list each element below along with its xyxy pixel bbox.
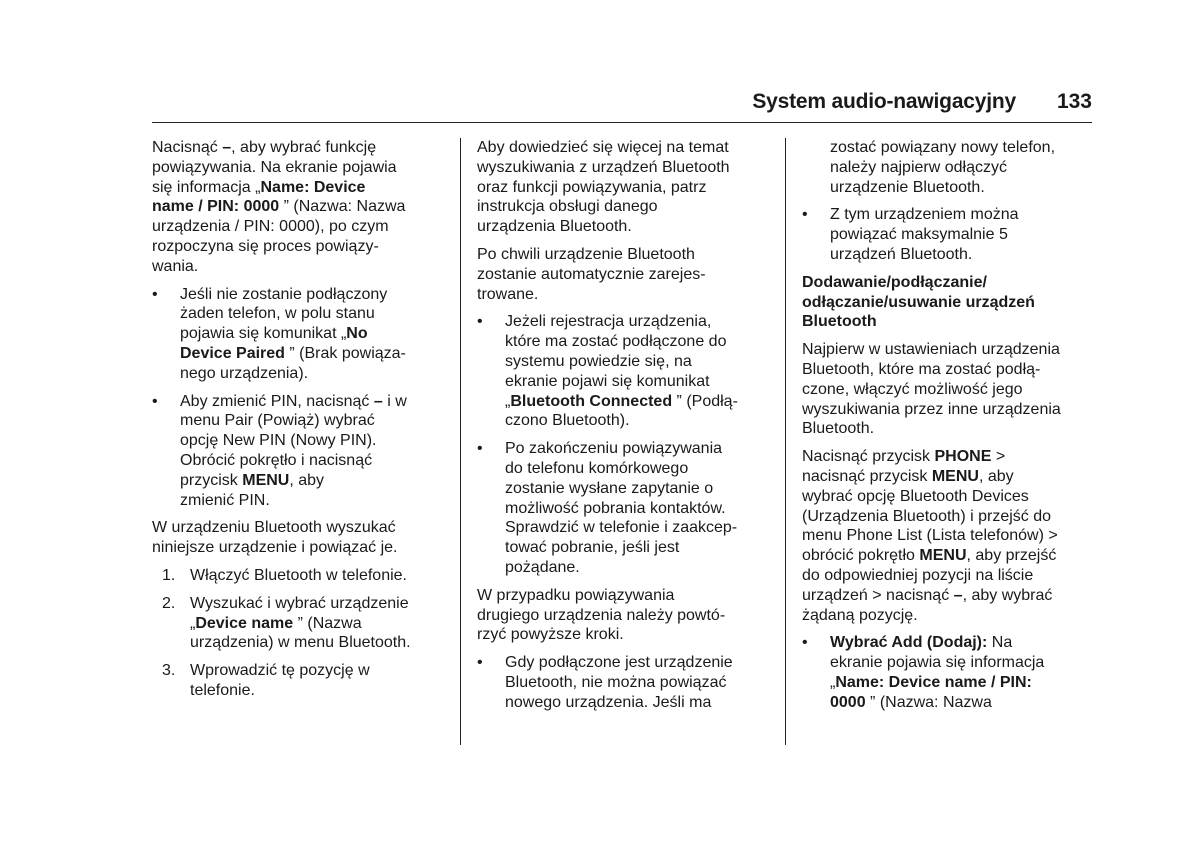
bullet-item [152, 392, 442, 511]
bold-text: 0000 [830, 693, 866, 711]
text-run: „ [190, 614, 196, 632]
numbered-item [152, 594, 442, 653]
text-line [190, 661, 442, 681]
text-run: , aby wybrać [962, 586, 1053, 604]
text-run: W przypadku powiązywania [477, 586, 675, 604]
text-line [190, 633, 442, 653]
text-line [477, 265, 772, 285]
text-line [802, 273, 1097, 293]
text-line [830, 158, 1097, 178]
text-run: ekranie pojawia się informacja [830, 654, 1045, 672]
text-run: opcję New PIN (Nowy PIN). [180, 432, 377, 450]
text-run: > [991, 448, 1006, 466]
continued-text [802, 138, 1097, 197]
text-run: menu Phone List (Lista telefonów) > [802, 527, 1058, 545]
bullet-marker: • [802, 634, 808, 652]
text-run: żaden telefon, w polu stanu [180, 305, 375, 323]
paragraph [802, 447, 1097, 625]
text-line [505, 312, 772, 332]
paragraph [477, 586, 772, 645]
text-line [152, 257, 442, 277]
bullet-marker: • [802, 206, 808, 224]
text-line [505, 332, 772, 352]
text-line [180, 431, 442, 451]
text-line [830, 693, 1097, 713]
text-run: Aby dowiedzieć się więcej na temat [477, 139, 729, 156]
paragraph [152, 518, 442, 558]
text-run: Obrócić pokrętło i nacisnąć [180, 451, 373, 469]
text-line [505, 352, 772, 372]
text-run: wyszukiwania przez inne urządzenia [802, 400, 1061, 418]
text-line [505, 392, 772, 412]
text-line [180, 344, 442, 364]
text-run: Wyszukać i wybrać urządzenie [190, 594, 409, 612]
text-line [802, 606, 1097, 626]
page-number: 133 [1056, 90, 1092, 113]
text-run: wyszukiwania z urządzeń Bluetooth [477, 158, 730, 176]
text-run: nowego urządzenia. Jeśli ma [505, 693, 712, 711]
item-number: 2. [162, 594, 176, 612]
text-line [477, 178, 772, 198]
text-run: Włączyć Bluetooth w telefonie. [190, 566, 407, 584]
text-line [152, 138, 442, 158]
text-run: „ [505, 392, 511, 410]
text-run: ” (Nazwa: Nazwa [865, 693, 992, 711]
text-run: niniejsze urządzenie i powiązać je. [152, 539, 398, 557]
text-line [802, 447, 1097, 467]
text-line [190, 594, 442, 614]
text-line [802, 340, 1097, 360]
text-column-3 [802, 138, 1097, 721]
bold-text: – [953, 586, 963, 604]
text-line [802, 507, 1097, 527]
text-run: czono Bluetooth). [505, 412, 630, 430]
text-run: się informacja „ [152, 178, 261, 196]
text-line [830, 245, 1097, 265]
bold-text: Dodawanie/podłączanie/ [802, 273, 987, 291]
text-line [477, 245, 772, 265]
text-line [830, 225, 1097, 245]
text-run: „ [830, 673, 836, 691]
text-line [505, 372, 772, 392]
text-line [505, 538, 772, 558]
text-run: Z tym urządzeniem można [830, 206, 1019, 224]
text-run: systemu powiedzie się, na [505, 352, 692, 370]
text-run: Jeżeli rejestracja urządzenia, [505, 313, 712, 331]
text-line [477, 285, 772, 305]
text-line [152, 158, 442, 178]
bullet-marker: • [477, 654, 483, 672]
subsection-heading [802, 273, 1097, 332]
bullet-item [802, 633, 1097, 712]
bold-text: Name: Device [260, 178, 366, 196]
text-run: , aby [289, 471, 325, 489]
text-run: zostać powiązany nowy telefon, [830, 139, 1056, 156]
text-line [180, 491, 442, 511]
item-text [152, 661, 442, 701]
text-line [152, 178, 442, 198]
text-run: pojawia się komunikat „ [180, 325, 347, 343]
text-line [190, 566, 442, 586]
text-run: Bluetooth. [802, 420, 875, 438]
text-line [505, 558, 772, 578]
text-line [477, 197, 772, 217]
text-line [802, 526, 1097, 546]
text-run: Po zakończeniu powiązywania [505, 440, 723, 458]
text-run: ” (Nazwa [293, 614, 362, 632]
text-line [802, 566, 1097, 586]
text-line [505, 479, 772, 499]
bold-text: MENU [242, 471, 290, 489]
text-line [152, 518, 442, 538]
text-run: rozpoczyna się proces powiązy- [152, 237, 379, 255]
text-run: obrócić pokrętło [802, 547, 920, 565]
text-run: wybrać opcję Bluetooth Devices [802, 487, 1029, 505]
item-number: 3. [162, 662, 176, 680]
text-run: nego urządzenia). [180, 364, 309, 382]
text-line [505, 693, 772, 713]
text-line [802, 419, 1097, 439]
item-text [477, 439, 772, 578]
item-number: 1. [162, 566, 176, 584]
bold-text: Device Paired [180, 344, 285, 362]
text-line [190, 614, 442, 634]
text-run: urządzeń > nacisnąć [802, 586, 954, 604]
text-run: wania. [152, 257, 199, 275]
text-column-2 [477, 138, 772, 721]
item-text [152, 285, 442, 384]
text-line [830, 673, 1097, 693]
text-run: czone, włączyć możliwość jego [802, 380, 1023, 398]
text-run: ” (Podłą- [672, 392, 738, 410]
text-run: rzyć powyższe kroki. [477, 626, 624, 644]
text-run: Gdy podłączone jest urządzenie [505, 654, 733, 672]
text-run: przycisk [180, 471, 243, 489]
text-run: ekranie pojawi się komunikat [505, 372, 710, 390]
text-run: Aby zmienić PIN, nacisnąć [180, 392, 374, 410]
text-run: Wprowadzić tę pozycję w [190, 662, 370, 680]
text-line [477, 138, 772, 158]
text-run: , aby [978, 467, 1014, 485]
text-line [180, 451, 442, 471]
paragraph [802, 340, 1097, 439]
text-run: urządzeń Bluetooth. [830, 245, 973, 263]
item-text [152, 392, 442, 511]
column-divider-2 [785, 138, 786, 745]
item-text [477, 312, 772, 431]
text-line [505, 653, 772, 673]
text-run: , aby wybrać funkcję [231, 139, 377, 156]
text-run: Po chwili urządzenie Bluetooth [477, 245, 695, 263]
item-text [152, 594, 442, 653]
bullet-item [802, 205, 1097, 264]
text-run: i w [382, 392, 407, 410]
text-run: nacisnąć przycisk [802, 467, 932, 485]
text-run: , aby przejść [966, 547, 1057, 565]
text-line [152, 217, 442, 237]
bold-text: MENU [919, 547, 967, 565]
text-line [505, 499, 772, 519]
paragraph [152, 138, 442, 277]
text-run: możliwość pobrania kontaktów. [505, 499, 726, 517]
bullet-marker: • [477, 440, 483, 458]
text-run: instrukcja obsługi danego [477, 198, 658, 216]
paragraph [477, 245, 772, 304]
text-run: Bluetooth, które ma zostać podłą- [802, 360, 1041, 378]
text-line [180, 304, 442, 324]
text-run: Bluetooth, nie można powiązać [505, 673, 727, 691]
text-run: zostanie wysłane zapytanie o [505, 479, 714, 497]
text-line [180, 392, 442, 412]
text-line [802, 467, 1097, 487]
text-line [477, 158, 772, 178]
item-text [802, 633, 1097, 712]
text-line [802, 360, 1097, 380]
text-run: urządzenia) w menu Bluetooth. [190, 634, 411, 652]
bold-text: Device name [195, 614, 294, 632]
bullet-item [152, 285, 442, 384]
text-run: (Urządzenia Bluetooth) i przejść do [802, 507, 1052, 525]
text-line [180, 471, 442, 491]
text-run: Najpierw w ustawieniach urządzenia [802, 341, 1060, 359]
bullet-marker: • [152, 285, 158, 303]
item-text [152, 566, 442, 586]
text-line [505, 673, 772, 693]
text-run: menu Pair (Powiąż) wybrać [180, 412, 375, 430]
text-run: Nacisnąć przycisk [802, 448, 935, 466]
text-line [477, 625, 772, 645]
bullet-item [477, 439, 772, 578]
text-line [152, 197, 442, 217]
text-run: tować pobranie, jeśli jest [505, 539, 680, 557]
bullet-marker: • [152, 392, 158, 410]
text-run: telefonie. [190, 681, 255, 699]
text-run: drugiego urządzenia należy powtó- [477, 606, 726, 624]
text-run: należy najpierw odłączyć [830, 158, 1007, 176]
text-run: ” (Brak powiąza- [284, 344, 406, 362]
text-run: żądaną pozycję. [802, 606, 918, 624]
text-line [477, 606, 772, 626]
text-line [180, 364, 442, 384]
text-line [802, 487, 1097, 507]
bold-text: name / PIN: 0000 [152, 198, 280, 216]
item-text [802, 205, 1097, 264]
page-header [152, 88, 1092, 122]
paragraph [477, 138, 772, 237]
text-run: trowane. [477, 285, 539, 303]
text-line [830, 138, 1097, 158]
bullet-item [477, 312, 772, 431]
text-line [477, 217, 772, 237]
text-run: Na [987, 634, 1013, 652]
bold-text: No [346, 325, 368, 343]
text-line [830, 633, 1097, 653]
item-text [477, 653, 772, 712]
text-line [802, 380, 1097, 400]
text-run: zmienić PIN. [180, 491, 270, 509]
text-line [152, 538, 442, 558]
text-column-1 [152, 138, 442, 709]
text-line [802, 546, 1097, 566]
bullet-marker: • [477, 313, 483, 331]
text-run: zostanie automatycznie zarejes- [477, 265, 706, 283]
text-run: do telefonu komórkowego [505, 459, 689, 477]
bullet-item [477, 653, 772, 712]
text-run: które ma zostać podłączone do [505, 333, 727, 351]
column-divider-1 [460, 138, 461, 745]
bold-text: – [222, 139, 232, 156]
bold-text: – [373, 392, 383, 410]
text-line [180, 285, 442, 305]
text-line [802, 293, 1097, 313]
text-run: Sprawdzić w telefonie i zaakcep- [505, 519, 738, 537]
text-line [505, 459, 772, 479]
bold-text: odłączanie/usuwanie urządzeń [802, 293, 1035, 311]
text-line [152, 237, 442, 257]
text-run: Nacisnąć [152, 139, 223, 156]
text-line [802, 586, 1097, 606]
text-run: pożądane. [505, 558, 580, 576]
text-run: ” (Nazwa: Nazwa [279, 198, 406, 216]
bold-text: MENU [931, 467, 979, 485]
text-line [505, 439, 772, 459]
text-run: do odpowiedniej pozycji na liście [802, 566, 1034, 584]
text-line [830, 205, 1097, 225]
text-line [505, 411, 772, 431]
text-run: urządzenia / PIN: 0000), po czym [152, 218, 389, 236]
section-title: System audio-nawigacyjny [752, 90, 1016, 113]
bold-text: Bluetooth Connected [510, 392, 673, 410]
bold-text: Bluetooth [802, 313, 877, 331]
text-line [180, 411, 442, 431]
text-run: urządzenie Bluetooth. [830, 178, 985, 196]
header-rule [152, 122, 1092, 123]
text-run: Jeśli nie zostanie podłączony [180, 285, 388, 303]
bold-text: Wybrać Add (Dodaj): [830, 634, 988, 652]
bold-text: Name: Device name / PIN: [835, 673, 1032, 691]
bold-text: PHONE [934, 448, 992, 466]
text-line [190, 681, 442, 701]
text-line [802, 312, 1097, 332]
text-line [802, 400, 1097, 420]
numbered-item [152, 661, 442, 701]
text-run: powiązywania. Na ekranie pojawia [152, 158, 397, 176]
text-line [830, 178, 1097, 198]
numbered-item [152, 566, 442, 586]
text-run: W urządzeniu Bluetooth wyszukać [152, 519, 396, 537]
text-line [477, 586, 772, 606]
text-line [830, 653, 1097, 673]
text-run: urządzenia Bluetooth. [477, 218, 632, 236]
text-line [505, 518, 772, 538]
text-line [180, 324, 442, 344]
text-run: oraz funkcji powiązywania, patrz [477, 178, 707, 196]
text-run: powiązać maksymalnie 5 [830, 226, 1008, 244]
